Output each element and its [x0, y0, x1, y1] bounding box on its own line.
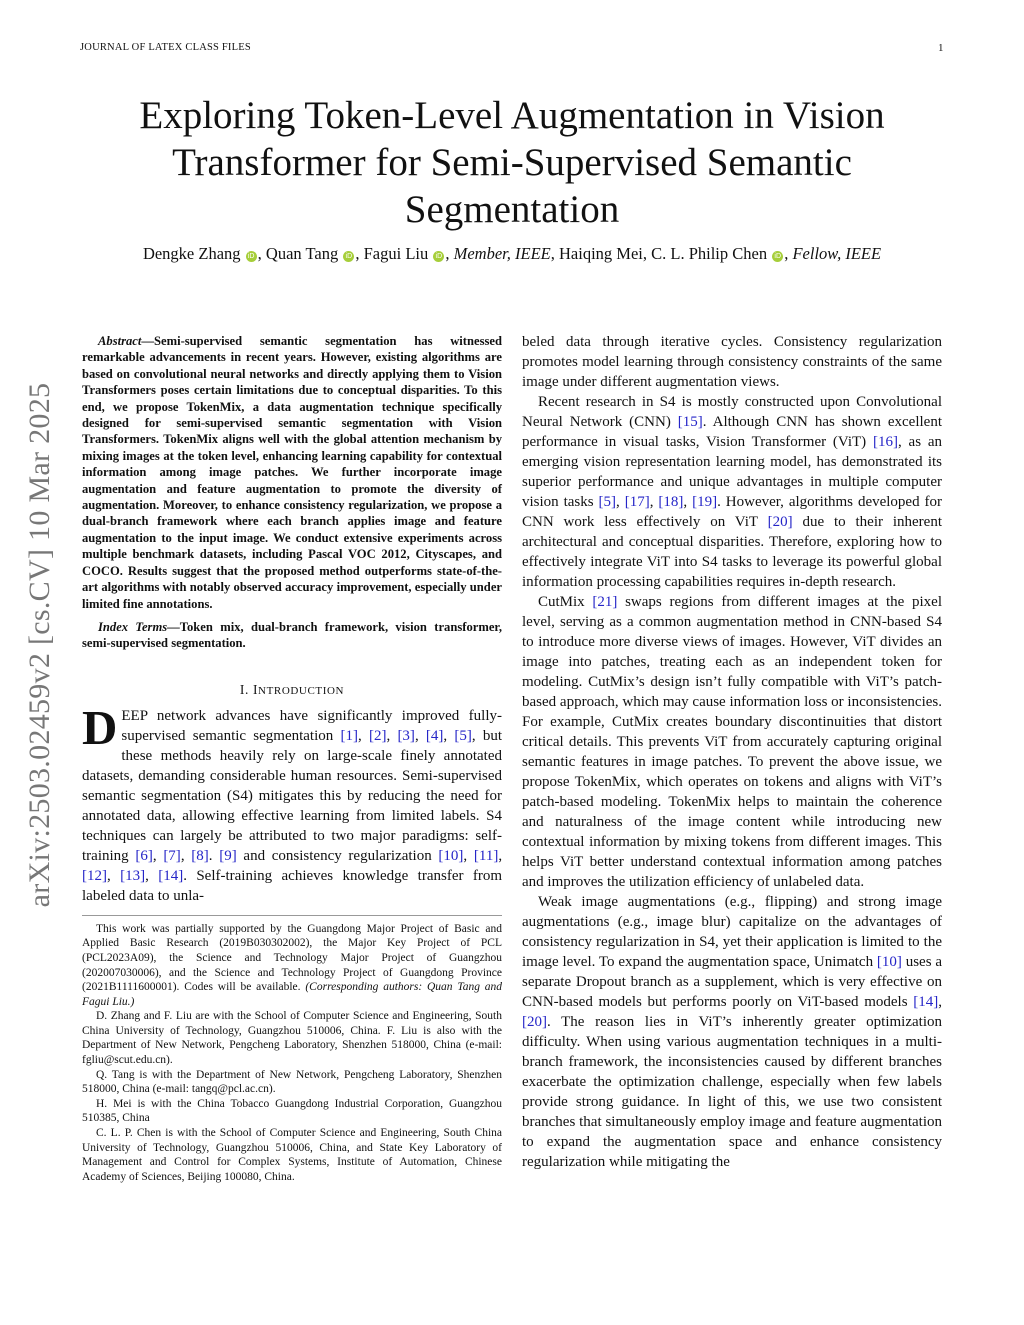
arxiv-identifier[interactable]: arXiv:2503.02459v2 [cs.CV] 10 Mar 2025 — [23, 382, 56, 908]
body-paragraph: Recent research in S4 is mostly constructed upon Convolutional Neural Network (CNN) [15]. Although CNN has shown excellent performance in visual tasks, Vision Transformer (ViT) [16], as an emerging vision representation learning model, has demonstrated its superior performance and unique advantages in multiple computer vision tasks [5], [17], [18], [19]. However, algorithms developed for CNN work less effectively on ViT [20] due to their inherent architectural and conceptual disparities. Therefore, exploring how to effectively integrate ViT into S4 tasks to leverage its powerful global information processing capabilities requires in-depth research. — [522, 394, 943, 590]
left-column — [82, 333, 502, 1184]
citation-link[interactable]: [18] — [658, 494, 684, 510]
intro-paragraph: DEEP network advances have significantly improved fully-supervised semantic segmentation [1], [2], [3], [4], [5], but these methods heavily rely on large-scale finely annotated datasets, demanding considerable human resources. Semi-supervised semantic segmentation (S4) mitigates this by reducing the need for annotated data, allowing effective learning from limited labels. S4 techniques can largely be attributed to two major paradigms: self-training [6], [7], [8]. [9] and consistency regularization [10], [11], [12], [13], [14]. Self-training achieves knowledge transfer from labeled data to unla- — [82, 699, 503, 904]
abstract-text: —Semi-supervised semantic segmentation has witnessed remarkable advancements in recent years. However, existing algorithms are based on convolutional neural networks and directly applying them to Vision Transformers poses certain limitations due to conceptual disparities. To this end, we propose TokenMix, a data augmentation technique specifically designed for semi-supervised semantic segmentation with Vision Transformers. TokenMix aligns well with the global attention mechanism by mixing images at the token level, enhancing learning capability for contextual information among image patches. We further incorporate image augmentation and feature augmentation to promote the diversity of augmentation. Moreover, to enhance consistency regularization, we propose a dual-branch framework where each branch applies image and feature augmentation to the input image. We conduct extensive experiments across multiple benchmark datasets, including Pascal VOC 2012, Cityscapes, and COCO. Results suggest that the proposed method outperforms state-of-the-art algorithms with notably observed accuracy improvement, especially under limited fine annotations. — [82, 334, 502, 611]
citation-link[interactable]: [19] — [692, 494, 718, 510]
citation-link[interactable]: [1] — [340, 727, 358, 744]
citation-link[interactable]: [14] — [913, 994, 939, 1010]
author-list: Dengke Zhang iD , Quan Tang iD , Fagui Liu iD , Member, IEEE, Haiqing Mei, C. L. Philip Chen iD , Fellow, IEEE — [142, 244, 882, 263]
citation-link[interactable]: [7] — [163, 847, 181, 864]
index-terms-label: Index Terms — [98, 619, 168, 634]
citation-link[interactable]: [12] — [82, 867, 107, 884]
orcid-icon[interactable]: iD — [246, 251, 257, 262]
body-paragraph: beled data through iterative cycles. Consistency regularization promotes model learning through consistency constraints of the same image under different augmentation views. — [522, 334, 942, 390]
orcid-icon[interactable]: iD — [433, 251, 444, 262]
footnote-affiliation: Q. Tang is with the Department of New Network, Pengcheng Laboratory, Shenzhen 518000, China (e-mail: tangq@pcl.ac.cn). — [82, 1068, 502, 1096]
citation-link[interactable]: [8] — [191, 847, 209, 864]
author-name: Quan Tang — [265, 244, 339, 263]
abstract-label: Abstract — [98, 334, 142, 348]
footnote-affiliation: H. Mei is with the China Tobacco Guangdong Industrial Corporation, Guangzhou 510385, China — [82, 1097, 502, 1125]
citation-link[interactable]: [17] — [624, 494, 650, 510]
body-paragraph: Weak image augmentations (e.g., flipping) and strong image augmentations (e.g., image blur) capitalize on the advantages of consistency regularization in S4, yet their application is limited to the image level. To expand the augmentation space, Unimatch [10] uses a separate Dropout branch as a supplement, which is very effective on CNN-based models but performs poorly on ViT-based models [14], [20]. The reason lies in ViT’s inherently greater optimization difficulty. When using various augmentation techniques in a multi-branch framework, the inconsistencies caused by different branches exacerbate the optimization challenge, especially when few labels provide strong guidance. In light of this, we use two consistent branches that simultaneously employ image and feature augmentation to expand the augmentation space and enhance consistency regularization while mitigating the — [522, 894, 943, 1170]
author-name: Dengke Zhang — [142, 244, 241, 263]
footnote-affiliation: C. L. P. Chen is with the School of Computer Science and Engineering, South China University of Technology, Guangzhou 510006, China, and State Key Laboratory of Management and Control for Complex Systems, Institute of Automation, Chinese Academy of Sciences, Beijing 100080, China. — [82, 1127, 502, 1183]
paper-title: Exploring Token-Level Augmentation in Vision Transformer for Semi-Supervised Semantic Segmentation — [139, 94, 885, 231]
citation-link[interactable]: [4] — [425, 727, 444, 744]
citation-link[interactable]: [20] — [522, 1014, 547, 1030]
citation-link[interactable]: [21] — [592, 594, 618, 610]
citation-link[interactable]: [15] — [677, 414, 703, 430]
citation-link[interactable]: [5] — [454, 727, 472, 744]
arxiv-watermark — [10, 350, 70, 940]
citation-link[interactable]: [2] — [368, 727, 387, 744]
citation-link[interactable]: [3] — [397, 727, 415, 744]
footnote-divider — [82, 915, 502, 916]
index-terms-text: —Token mix, dual-branch framework, vision transformer, semi-supervised segmentation. — [82, 619, 502, 651]
citation-link[interactable]: [16] — [872, 434, 898, 450]
body-paragraph: CutMix [21] swaps regions from different images at the pixel level, serving as a common augmentation method in CNN-based S4 to introduce more diverse views of images. However, ViT divides an image into patches, treating each as an independent token for modeling. CutMix’s design isn’t fully compatible with ViT’s patch-based approach, which may cause information loss or inconsistencies. For example, CutMix creates boundary discontinuities that distort critical details. This prevents ViT from accurately capturing original semantic features in image patches. To prevent the above issue, we propose TokenMix, which operates on tokens and aligns with ViT’s patch-based modeling. TokenMix helps to maintain the coherence and naturalness of the image content while introducing new contextual information by mixing tokens from different images. This helps ViT better understand contextual information among patches and improves the utilization efficiency of unlabeled data. — [522, 594, 942, 890]
citation-link[interactable]: [10] — [876, 954, 902, 970]
author-membership: Fellow, IEEE — [792, 244, 882, 263]
right-column — [522, 332, 942, 1172]
citation-link[interactable]: [9] — [219, 847, 237, 864]
index-terms — [82, 619, 502, 652]
page-number: 1 — [938, 42, 944, 54]
citation-link[interactable]: [5] — [598, 494, 617, 510]
author-name: Haiqing Mei, C. L. Philip Chen — [559, 244, 768, 263]
orcid-icon[interactable]: iD — [772, 251, 783, 262]
footnote-affiliation: D. Zhang and F. Liu are with the School of Computer Science and Engineering, South China University of Technology, Guangzhou 510006, China. F. Liu is also with the Department of New Network, Pengcheng Laboratory, Shenzhen 518000, China (e-mail: fgliu@scut.edu.cn). — [82, 1010, 502, 1067]
citation-link[interactable]: [10] — [438, 847, 464, 864]
orcid-icon[interactable]: iD — [343, 251, 354, 262]
citation-link[interactable]: [20] — [767, 514, 793, 530]
drop-cap: D — [82, 699, 118, 755]
citation-link[interactable]: [11] — [473, 847, 499, 864]
abstract — [82, 333, 502, 612]
author-membership: Member, IEEE — [453, 244, 551, 263]
section-heading-introduction: I. INTRODUCTION — [239, 681, 345, 697]
running-header: JOURNAL OF LATEX CLASS FILES — [80, 42, 251, 53]
footnote-funding: This work was partially supported by the Guangdong Major Project of Basic and Applied Basic Research (2019B030302002), the Major Key Project of PCL (PCL2023A09), the Science and Technology Major Project of Guangzhou (202007030006), and the Science and Technology Project of Guangdong Province (2021B1111600001). Codes will be available. (Corresponding authors: Quan Tang and Fagui Liu.) — [82, 922, 502, 1008]
citation-link[interactable]: [6] — [135, 847, 153, 864]
citation-link[interactable]: [14] — [158, 867, 184, 884]
author-name: Fagui Liu — [363, 244, 429, 263]
citation-link[interactable]: [13] — [120, 867, 146, 884]
